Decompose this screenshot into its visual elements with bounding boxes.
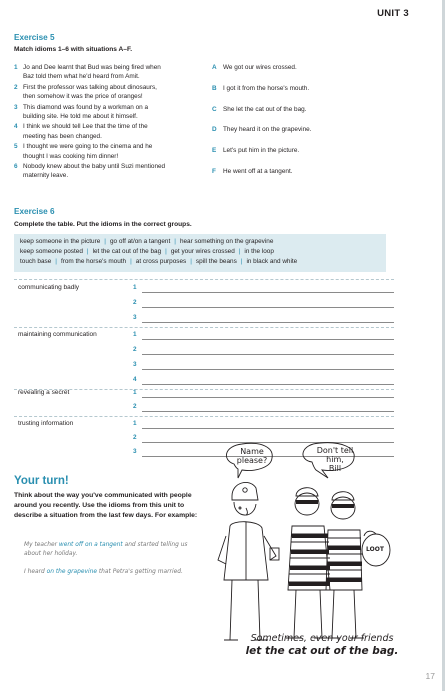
unit-label: UNIT 3 [377, 8, 409, 19]
answer-line[interactable] [142, 339, 394, 340]
idiom-item: B I got it from the horse's mouth. [212, 84, 310, 92]
group-label: maintaining communication [18, 331, 97, 338]
answer-line[interactable] [142, 428, 394, 429]
situation-item: 2 First the professor was talking about dinosaurs, then somehow it was the price of oranges! [14, 83, 157, 101]
answer-line[interactable] [142, 411, 394, 412]
group-label: revealing a secret [18, 389, 70, 396]
word-box-row: touch base | from the horse's mouth | at cross purposes | spill the beans | in black and white [20, 258, 298, 265]
situation-item: 6 Nobody knew about the baby until Suzi mentioned maternity leave. [14, 163, 166, 180]
row-number: 3 [133, 361, 137, 368]
exercise5-instruction: Match idioms 1–6 with situations A–F. [14, 46, 133, 53]
idiom-word-box [14, 234, 386, 272]
word-box-row: keep someone in the picture | go off at/on a tangent | hear something on the grapevine [20, 238, 274, 245]
answer-line[interactable] [142, 322, 394, 323]
idiom-item: A We got our wires crossed. [212, 64, 297, 71]
exercise5-title: Exercise 5 [14, 33, 55, 42]
row-number: 1 [133, 420, 137, 427]
situation-item: 4 I think we should tell Lee that the time of the meeting has been changed. [14, 123, 148, 140]
situation-item: 3 This diamond was found by a workman on a building site. He told me about it himself. [14, 103, 149, 121]
row-number: 2 [133, 434, 137, 441]
table-divider [14, 327, 394, 328]
loot-label: LOOT [366, 546, 384, 553]
page-number: 17 [425, 671, 435, 681]
row-number: 1 [133, 389, 137, 396]
idiom-item: F He went off at a tangent. [212, 167, 293, 175]
example-sentence: My teacher went off on a tangent and started telling us about her holiday. [24, 542, 188, 557]
your-turn-text: Think about the way you've communicated with people around you recently. Use the idioms from this unit to describe a situation from the last few days. For example: [14, 492, 198, 519]
row-number: 4 [133, 376, 137, 383]
row-number: 3 [133, 314, 137, 321]
cartoon-caption: Sometimes, even your friends let the cat out of the bag. [245, 633, 399, 657]
situation-item: 1 Jo and Dee learnt that Bud was being fired when Baz told them what he'd heard from Amit. [14, 64, 161, 81]
exercise6-title: Exercise 6 [14, 207, 55, 216]
row-number: 2 [133, 403, 137, 410]
row-number: 1 [133, 284, 137, 291]
answer-line[interactable] [142, 354, 394, 355]
idiom-item: E Let's put him in the picture. [212, 147, 300, 155]
group-label: trusting information [18, 420, 74, 427]
answer-line[interactable] [142, 397, 394, 398]
table-divider [14, 416, 394, 417]
row-number: 2 [133, 299, 137, 306]
answer-line[interactable] [142, 292, 394, 293]
group-label: communicating badly [18, 284, 80, 291]
speech-bubble-name: Name please? [236, 447, 268, 465]
row-number: 2 [133, 346, 137, 353]
idiom-item: C She let the cat out of the bag. [212, 105, 307, 113]
situations-list [14, 63, 209, 182]
idiom-item: D They heard it on the grapevine. [212, 126, 312, 134]
example-sentence: I heard on the grapevine that Petra's getting married. [24, 569, 183, 575]
row-number: 1 [133, 331, 137, 338]
exercise6-instruction: Complete the table. Put the idioms in the correct groups. [14, 221, 192, 228]
answer-line[interactable] [142, 307, 394, 308]
situation-item: 5 I thought we were going to the cinema and he thought I was cooking him dinner! [14, 143, 153, 160]
answer-line[interactable] [142, 384, 394, 385]
table-divider [14, 389, 394, 390]
row-number: 3 [133, 448, 137, 455]
your-turn-title: Your turn! [14, 475, 69, 487]
answer-line[interactable] [142, 369, 394, 370]
table-divider [14, 279, 394, 280]
idioms-list [212, 63, 432, 188]
word-box-row: keep someone posted | let the cat out of the bag | get your wires crossed | in the loop [20, 248, 274, 255]
speech-bubble-dont-tell: Don't tell him, Bill [316, 446, 354, 473]
